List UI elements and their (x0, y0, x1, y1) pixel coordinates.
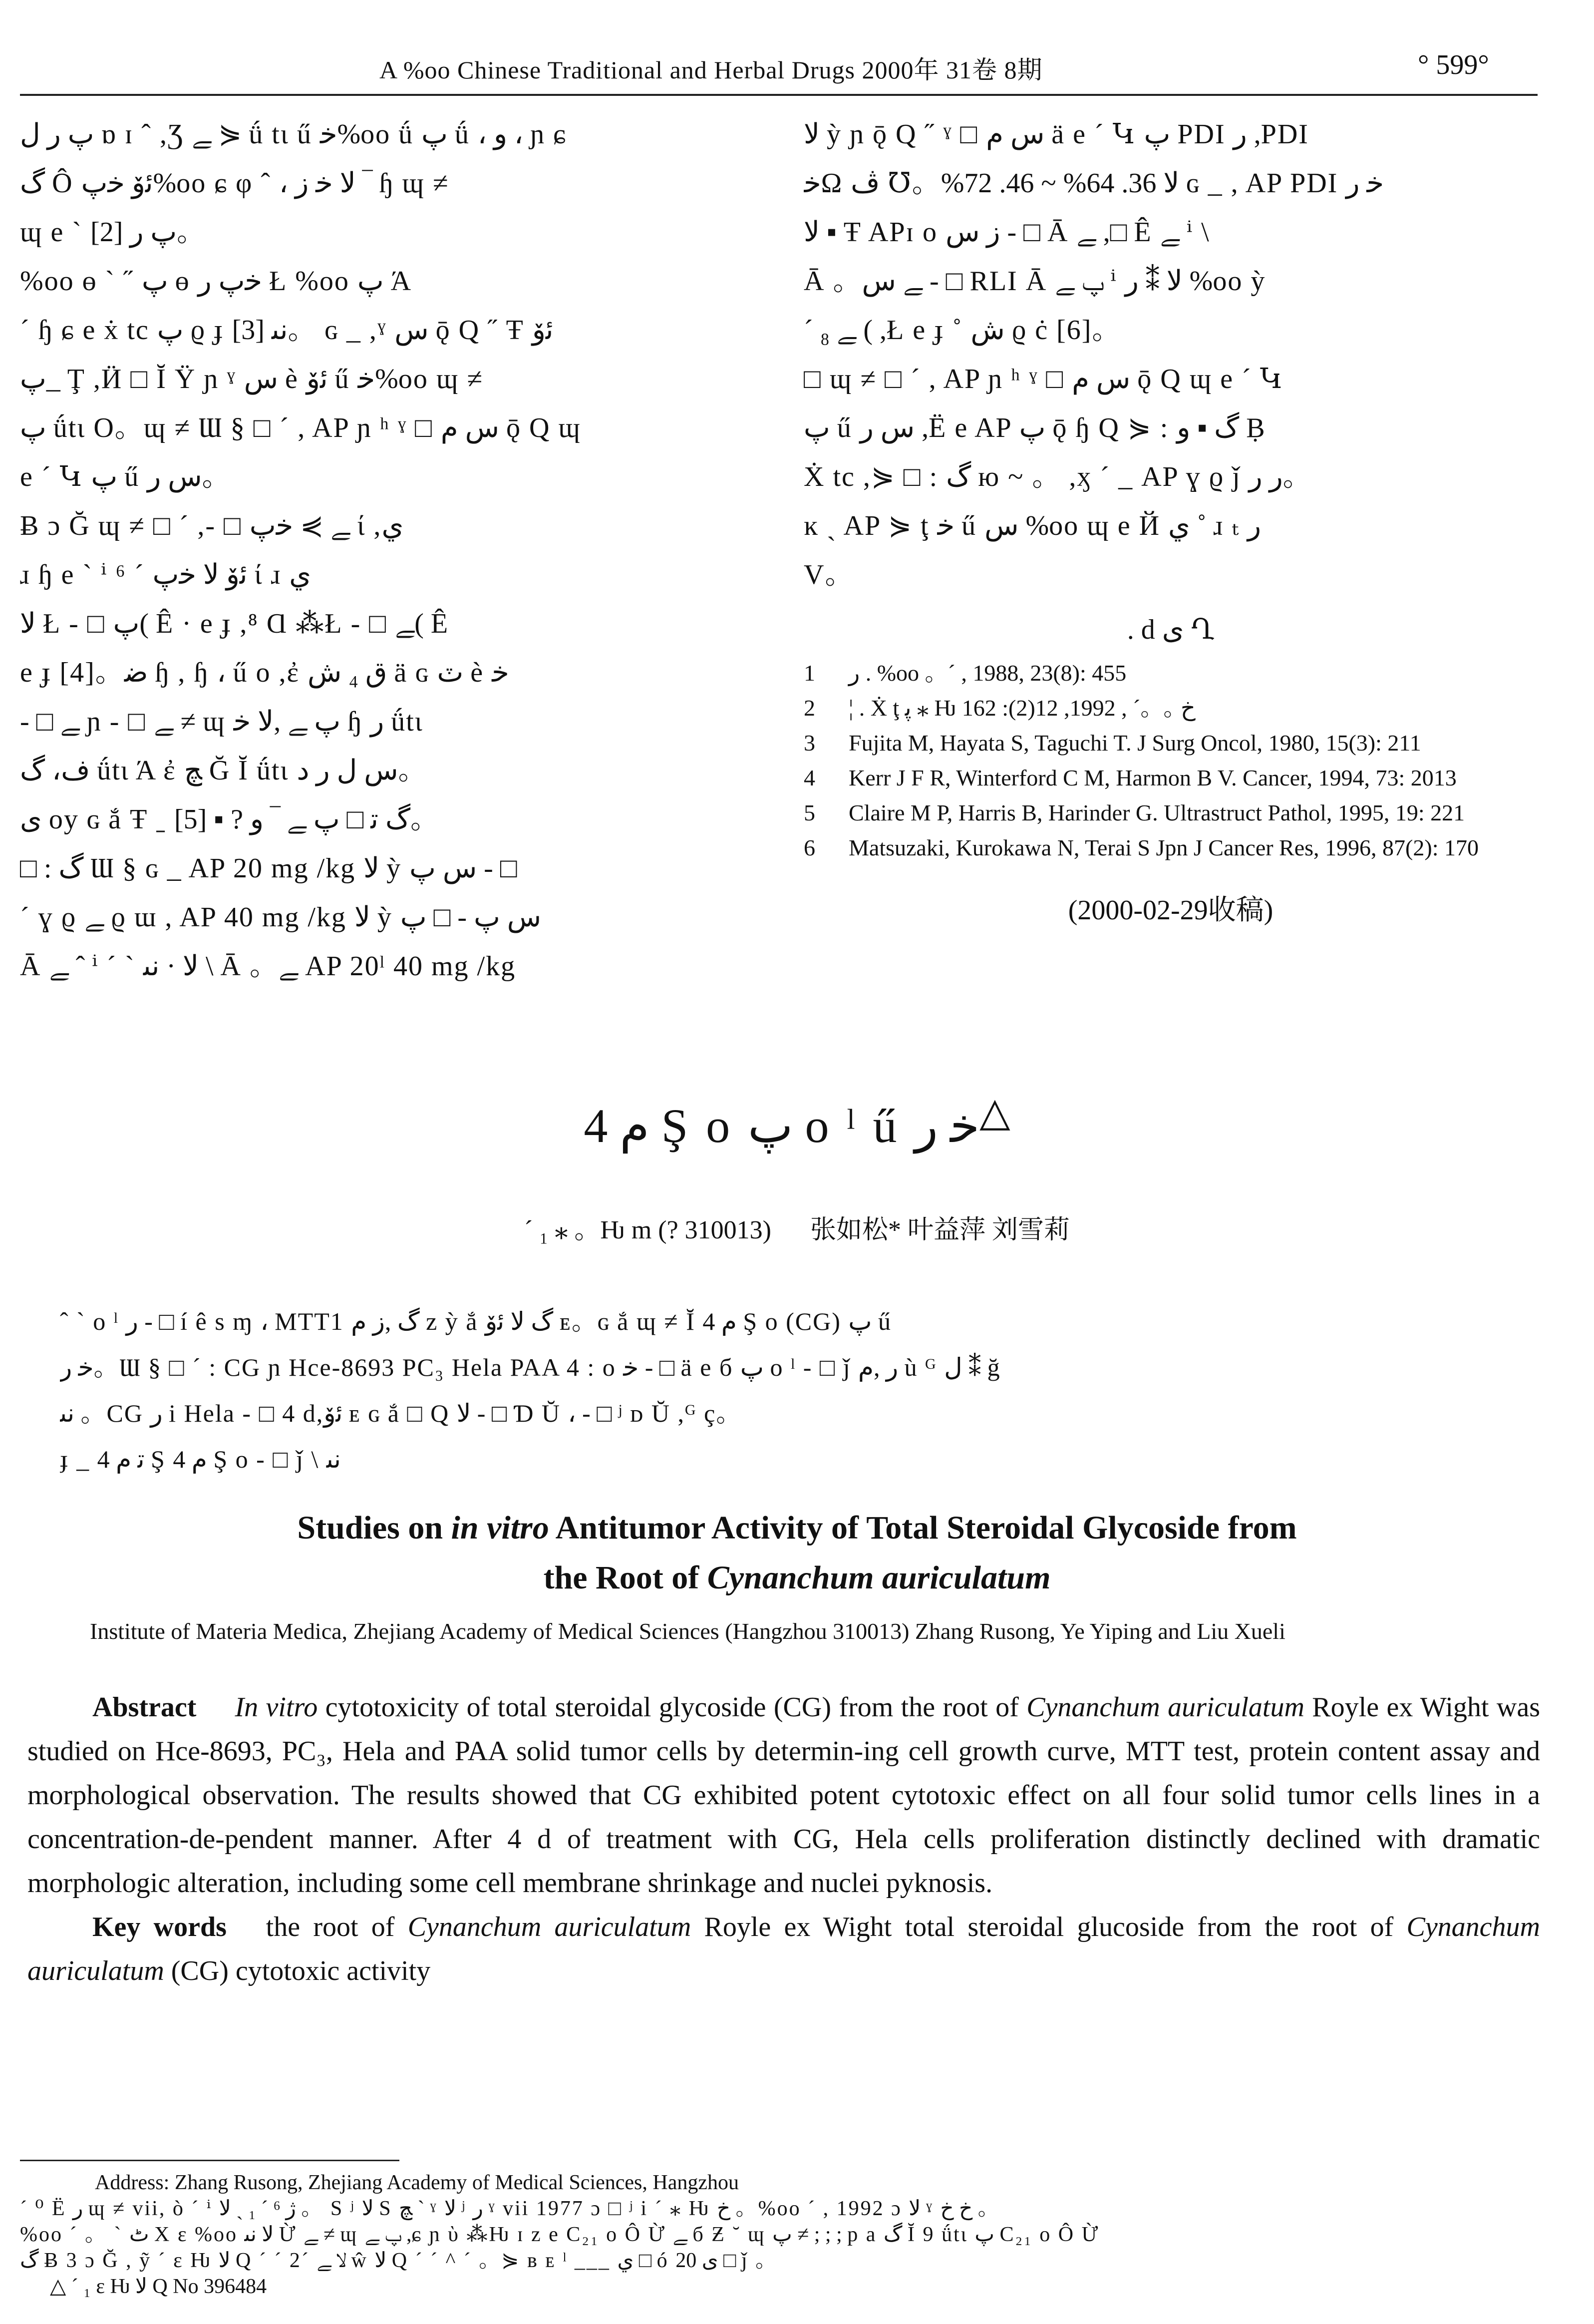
text-run: In vitro (235, 1692, 318, 1723)
chinese-author-names: 张如松* 叶益萍 刘雪莉 (810, 1216, 1070, 1244)
right-column (804, 110, 1538, 935)
left-column-line: پ ﺭ ﻝ ɒ ɪ ˆ ,Ʒ ﮯ ⋟ ǘ tι ű ﺧ%oo ǘ پ ǘ ، و ، ɲ ɕ (20, 119, 567, 150)
journal-header: A %oo Chinese Traditional and Herbal Drugs 2000年 31卷 8期 (379, 56, 1043, 84)
left-column (20, 110, 749, 991)
chinese-abstract (60, 1298, 1508, 1482)
left-column-line: گ Ô ﺋۆ ﺧپ%oo ɕ φ ˆ ، ﻻ ﺧ ﺯ ‾ ɧ ɰ ≠ (20, 168, 449, 199)
keywords-paragraph (27, 1905, 1540, 1993)
text-run: Royle ex Wight total steroidal glucoside from the root of (691, 1912, 1407, 1942)
reference-item (804, 657, 1538, 689)
right-column-line: ﻻ ▪ Ŧ APɪ o ﺯ ﺱ - □ Ā ﮯ ,□ Ê ﮯ ⁱ \ (804, 217, 1210, 248)
left-column-line: ﻯ oy ɢ ắ Ŧ ˍ گ ﺗ □ پ ﮯ ‾ و ? ▪ [5]。 (20, 804, 440, 835)
left-column-line: - □ ﮯ ɲ - □ ﮯ ≠ ɰ پ ﮯ ,ﻻ ﺧ ɧ ﺭ ǘtι (20, 706, 423, 737)
left-column-line: e ˊ Կ پ ű ﺱ ﺭ。 (20, 461, 231, 492)
left-column-line: پ ǘtι Ο。ɰ ≠ Ɯ § □ ˊ , AP ɲ ʰ ˠ □ ﺱ ﻡ ǭ Q ɰ (20, 412, 581, 443)
right-column-text (804, 110, 1538, 599)
text-run: cytotoxicity of total steroidal glycoside (CG) from the root of (318, 1692, 1027, 1723)
reference-number: 2 (804, 695, 815, 721)
chinese-abstract-line: ˆ ˋ ο ˡ ﺭ - □ í ê s ɱ ، MTT1 ﮒ ,ﺯ ﻡ z ỳ ắ گ ﻻ ﺋۆ ᴇ。ɢ ắ ɰ ≠ Ῐ ﻡ 4 Ş ο (CG) پ ű (60, 1307, 892, 1335)
english-title (0, 1503, 1594, 1603)
title-footnote-mark: △ (979, 1091, 1010, 1135)
right-column-line: Ā 。ﮯ ﺱ - □ RLI Ā پ ﮯ ⁱ ﻻ ⁑ ﺭ %oo ỳ (804, 266, 1266, 297)
right-column-line: ĸ ˏ AP ⋟ ţ ﺧ ű ﺱ %oo ɰ e Й ي ˚ ɹ ₜ ﺭ (804, 510, 1262, 541)
chinese-title-text: ﻡ 4 Ş ο پ ο ˡ ű ﺧ ﺭ (584, 1099, 980, 1153)
reference-number: 3 (804, 730, 815, 756)
footnote-bio (20, 2196, 1558, 2274)
text-run: (CG) cytotoxic activity (164, 1955, 431, 1986)
english-title-part: Cynanchum auriculatum (707, 1559, 1051, 1596)
right-column-line: V。 (804, 559, 854, 590)
reference-item (804, 762, 1538, 794)
footnote-line: ﮒ Ƀ 3 ɔ Ğ , ỹ ˊ ε Ƕ ﻻ Q ˊ ˊ 2ˊ ﻻ ﮯ ŵ ﻻ Q ˊ ˊ ^ ˊ 。⋟ ʙ ᴇ ˡ ___ ي □ ó ى 20 □ ǰ 。 (20, 2249, 778, 2272)
footnote-line: ˊ ⁰ Ë ﺭ ɰ ≠ vii, ò ˊ ⁱ ژ ⁶ ˊ ₁ ˎ ﻻ 。 S ʲ ﻻ S ﭻ ˋ ˠ ﻻ ʲ ﺭ ˠ vii 1977 ɔ □ ʲ i ˊ ⁎ Ƕ ﺥ 。%oo ˊ , 1992 ɔ ﻻ ˠ ﺥ ﺥ 。 (20, 2197, 1000, 2220)
chinese-authors (0, 1208, 1594, 1246)
page-header (0, 20, 1594, 84)
chinese-abstract-line: ﺧ ﺭ。Ɯ § □ ˊ : CG ɲ Hce-8693 PC₃ Hela PAA 4 : ο ﺧ - □ ä e б پ ο ˡ - □ ǰ ﺭ ,ﻡ ù ᴳ ﻝ ⁑ ğ (60, 1353, 1001, 1381)
footnote-line: %oo ˊ 。 ˋ ٹ X ε %oo ﻻ ﻧﯩ Ừ ﮯ ≠ ɰ پ ﮯ ,ɕ ɲ ὺ ⁂Ƕ ɪ z e C₂₁ ο Ô Ừ ﮯ б Ƶ ˘ ɰ پ ≠ ; ; ; p a ﮒ Ῐ 9 ǘtι پ C₂₁ ο Ô Ừ (20, 2223, 1100, 2246)
reference-number: 1 (804, 660, 815, 686)
left-column-line: پ_ Ţ ,Ӥ □ Ῐ Ÿ ɲ ˠ ﺱ è ﺋۆ ű ﺧ%oo ɰ ≠ (20, 364, 484, 394)
left-column-line: %oo ɵ ˋ ˝ پ ɵ ﺧپ ﺭ Ł %oo پ Ά (20, 266, 412, 297)
reference-number: 6 (804, 835, 815, 860)
reference-item (804, 727, 1538, 759)
keywords-label: Key words (92, 1912, 227, 1942)
text-run: the root of (266, 1912, 408, 1942)
abstract-paragraph (27, 1685, 1540, 1905)
right-column-line: Ẋ tc ,⋟ □ : گ ю ~ 。 ,ӽ ˊ _ AP ɣ ϱ ǰ ﺭ ﺭ。 (804, 461, 1312, 492)
left-column-line: e ɟ [4]。ﺿ ɧ , ɧ ، ű ο ,ἐ ﻕ ₄ ﺵ ä ɢ ٽ è ﺧ (20, 657, 509, 688)
keywords-text (27, 1912, 1540, 1986)
chinese-abstract-line: ﻧﯩ 。CG ﺭ i Hela - □ 4 d,ﺋۆ ᴇ ɢ ắ □ Q ﻻ - □ Ɗ Ŭ ، - □ ʲ ᴅ Ŭ ,ᴳ ç。 (60, 1399, 742, 1427)
reference-text: Kerr J F R, Winterford C M, Harmon B V. Cancer, 1994, 73: 2013 (849, 765, 1457, 790)
left-column-line: ˊ ɧ ɕ e ẋ tc پ ϱ ɟ ﻧﯩ [3]。 ɢ _ ,ˠ ﺱ ǭ Q ˝ Ŧ ﺋۆ (20, 315, 554, 346)
text-run: Cynanchum auriculatum (407, 1912, 691, 1942)
reference-text: ¦ . Ẋ ţ ﭘ ⁎ Ƕ ﺥ 。。ˊ , 1992, 12(2): 162 (849, 695, 1196, 721)
right-column-line: ˊ ₈ ﮯ ( ,Ł e ɟ ˚ ﺵ ϱ ċ [6]。 (804, 315, 1121, 346)
footnote-fund: △ ˊ ₁ ε Ƕ ﻻ Q No 396484 (50, 2275, 267, 2298)
reference-text: Claire M P, Harris B, Harinder G. Ultrastruct Pathol, 1995, 19: 221 (849, 800, 1465, 825)
page-number: ° 599° (1418, 49, 1489, 80)
left-column-line: ﻑ، گ ǘtι Ά ἐ ﭻ Ğ Ῐ ǘtι ﺱ ﻝ ﺭ ﺩ。 (20, 755, 427, 786)
abstract-label: Abstract (92, 1692, 197, 1723)
reference-text: ﺭ . %oo 。ˊ , 1988, 23(8): 455 (849, 660, 1127, 686)
english-title-line (0, 1553, 1594, 1603)
text-run: Cynanchum auriculatum (27, 1912, 1540, 1986)
left-column-line: ﻻ Ł - □ پ( Ê · e ɟ ,⁸ Ɑ ⁂Ł - □ ﮯ( Ê (20, 608, 449, 639)
english-title-line (0, 1503, 1594, 1553)
english-title-part: Antitumor Activity of Total Steroidal Glycoside from (549, 1510, 1297, 1546)
chinese-title (0, 1089, 1594, 1154)
reference-text: Fujita M, Hayata S, Taguchi T. J Surg Oncol, 1980, 15(3): 211 (849, 730, 1421, 756)
abstract-text (27, 1692, 1540, 1899)
left-column-line: ˊ ɣ ϱ ﮯ ϱ ɯ , AP 40 mg /kg ﻻ ỳ ﺱ پ - □ پ (20, 902, 542, 933)
left-column-line: Ā ﮯ ˆ ⁱ ˊ ˋ ﻻ · ﻧﯩ \ Ā 。ﮯ AP 20ˡ 40 mg /kg (20, 951, 516, 982)
reference-number: 5 (804, 800, 815, 825)
reference-list (804, 657, 1538, 864)
received-date: (2000-02-29收稿) (1068, 895, 1274, 926)
left-column-line: □ : گ Ɯ § ɢ _ AP 20 mg /kg ﻻ ỳ ﺱ پ - □ (20, 853, 517, 884)
right-column-line: □ ɰ ≠ □ ˊ , AP ɲ ʰ ˠ □ ﺱ ﻡ ǭ Q ɰ e ˊ Կ (804, 364, 1283, 394)
reference-text: Matsuzaki, Kurokawa N, Terai S Jpn J Cancer Res, 1996, 87(2): 170 (849, 835, 1479, 860)
references-heading: . d ى Ղ (1127, 614, 1215, 645)
left-column-line: ɹ ɧ e ˋ ⁱ ⁶ ˊ ﺋۆ ﻻ ﺧپ ί ɹ ي (20, 559, 312, 590)
english-title-part: Studies on (297, 1510, 451, 1546)
footnote-rule (20, 2160, 399, 2161)
chinese-affiliation: ˊ ₁ ⁎ 。Ƕ m (? 310013) (524, 1216, 771, 1244)
reference-item (804, 797, 1538, 829)
english-title-part: the Root of (543, 1559, 707, 1596)
reference-item (804, 692, 1538, 724)
english-abstract-section (27, 1685, 1540, 1993)
footnote (20, 2170, 1558, 2300)
english-affiliation: Institute of Materia Medica, Zhejiang Academy of Medical Sciences (Hangzhou 310013) Zhang Rusong, Ye Yiping and Liu Xueli (90, 1618, 1285, 1644)
reference-item (804, 832, 1538, 864)
right-column-line: ﺧΩ ﻻ 36. 64% ~ 46. 72%。℧ ڤ ɢ _ , AP PDI ﺧ ﺭ (804, 168, 1384, 199)
text-run: Cynanchum auriculatum (1026, 1692, 1304, 1723)
right-column-line: پ ű ﺱ ﺭ ,Ë e AP پ ǭ ɧ Q ⋟ : گ ▪ و Ḅ (804, 412, 1266, 443)
text-run: Royle ex Wight was studied on Hce-8693, PC₃, Hela and PAA solid tumor cells by determin-ing cell growth curve, MTT test, protein content assay and morphological observation. The results showed that CG exhibited potent cytotoxic effect on all four solid tumor cells lines in a concentration-de-pendent manner. After 4 d of treatment with CG, Hela cells proliferation distinctly declined with dramatic morphologic alteration, including some cell membrane shrinkage and nuclei pyknosis. (27, 1692, 1540, 1899)
english-title-part: in vitro (451, 1510, 549, 1546)
header-rule (20, 94, 1538, 96)
chinese-abstract-line: ɟ _ ﺗ ﻡ 4 Ş ﻡ 4 Ş ο - □ ǰ \ ﻧﯩ (60, 1445, 341, 1473)
left-column-line: ɰ e ˋ پ ﺭ [2]。 (20, 217, 206, 248)
footnote-address: Address: Zhang Rusong, Zhejiang Academy of Medical Sciences, Hangzhou (95, 2171, 739, 2194)
left-column-line: Ƀ ɔ Ğ ɰ ≠ □ ˊ ,- □ ﮯ ⋟ ﺧپ ί ,ي (20, 510, 404, 541)
reference-number: 4 (804, 765, 815, 790)
right-column-line: ﻻ ỳ ɲ ǭ Q ˝ ˠ □ ﺱ ﻡ ä e ˊ Կ پ PDI ﺭ ,PDI (804, 119, 1309, 150)
